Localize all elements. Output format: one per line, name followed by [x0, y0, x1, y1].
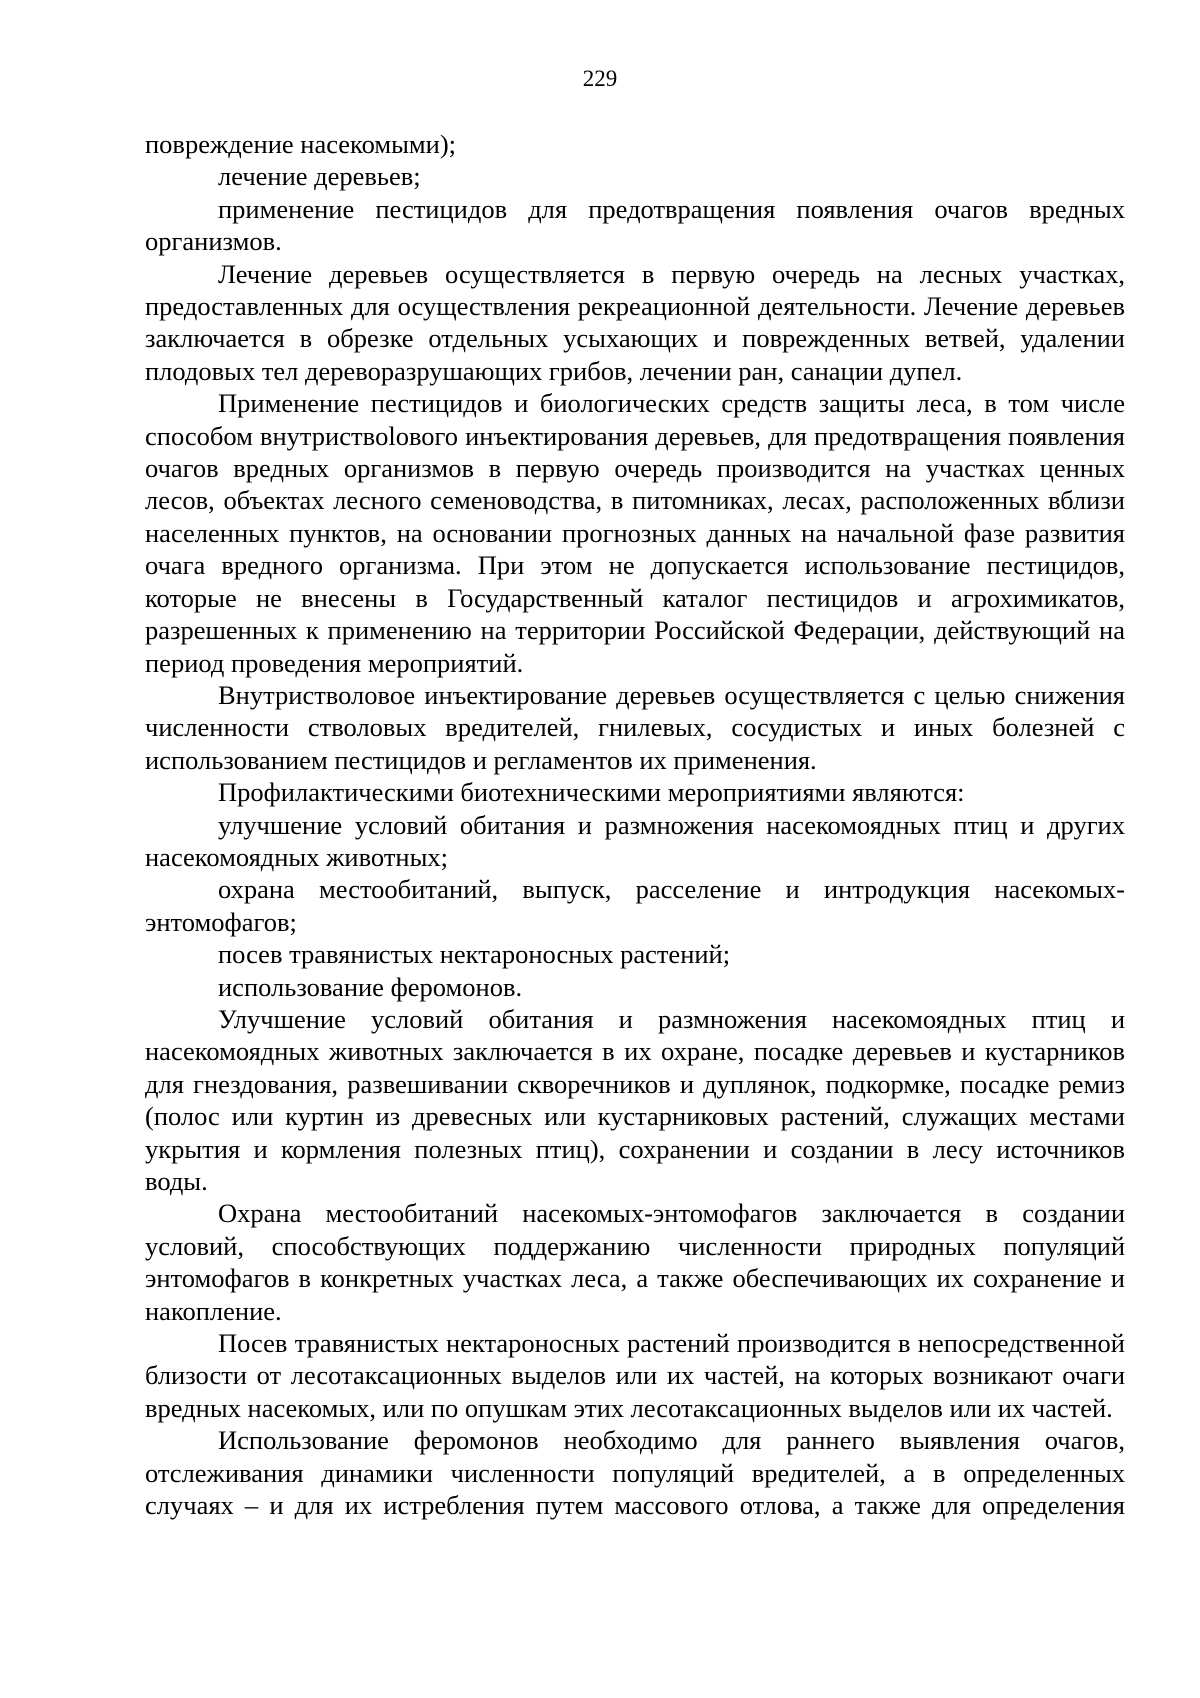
document-body: [145, 128, 1125, 1521]
paragraph: лечение деревьев;: [218, 161, 421, 192]
paragraph: посев травянистых нектароносных растений;: [218, 939, 731, 970]
paragraph: повреждение насекомыми);: [145, 129, 457, 159]
paragraph: Внутристволовое инъектирование деревьев осуществляется с целью снижения численности стволовых вредителей, гнилевых, сосудистых и иных болезней с использованием пестицидов и регламентов их применения.: [145, 679, 1125, 775]
paragraph: охрана местообитаний, выпуск, расселение и интродукция насекомых-энтомофагов;: [145, 874, 1125, 937]
paragraph: Охрана местообитаний насекомых-энтомофагов заключается в создании условий, способствующих поддержанию численности природных популяций энтомофагов в конкретных участках леса, а также обеспечивающих их сохранение и накопление.: [145, 1198, 1125, 1326]
paragraph: использование феромонов.: [218, 971, 523, 1002]
paragraph: Улучшение условий обитания и размножения насекомоядных птиц и насекомоядных животных заключается в их охране, посадке деревьев и кустарников для гнездования, развешивании скворечников и дуплянок, подкормке, посадке ремиз (полос или куртин из древесных или кустарниковых растений, служащих местами укрытия и кормления полезных птиц), сохранении и создании в лесу источников воды.: [145, 1003, 1125, 1196]
paragraph: Лечение деревьев осуществляется в первую очередь на лесных участках, предоставленных для осуществления рекреационной деятельности. Лечение деревьев заключается в обрезке отдельных усыхающих и поврежденных ветвей, удалении плодовых тел дереворазрушающих грибов, лечении ран, санации дупел.: [145, 258, 1125, 386]
page-number: 229: [582, 66, 618, 91]
paragraph-continues: Использование феромонов необходимо для раннего выявления очагов, отслеживания динамики численности популяций вредителей, а в определенных случаях – и для их истребления путем массового отлова, а также для определения: [145, 1425, 1125, 1521]
paragraph: Посев травянистых нектароносных растений производится в непосредственной близости от лесотаксационных выделов или их частей, на которых возникают очаги вредных насекомых, или по опушкам этих лесотаксационных выделов или их частей.: [145, 1328, 1125, 1423]
paragraph: Применение пестицидов и биологических средств защиты леса, в том числе способом внутриствolового инъектирования деревьев, для предотвращения появления очагов вредных организмов в первую очередь производится на участках ценных лесов, объектах лесного семеноводства, в питомниках, лесах, расположенных вблизи населенных пунктов, на основании прогнозных данных на начальной фазе развития очага вредного организма. При этом не допускается использование пестицидов, которые не внесены в Государственный каталог пестицидов и агрохимикатов, разрешенных к применению на территории Российской Федерации, действующий на период проведения мероприятий.: [145, 388, 1125, 678]
paragraph: улучшение условий обитания и размножения насекомоядных птиц и других насекомоядных животных;: [145, 809, 1125, 872]
paragraph: применение пестицидов для предотвращения появления очагов вредных организмов.: [145, 193, 1125, 257]
paragraph: Профилактическими биотехническими мероприятиями являются:: [218, 777, 965, 808]
